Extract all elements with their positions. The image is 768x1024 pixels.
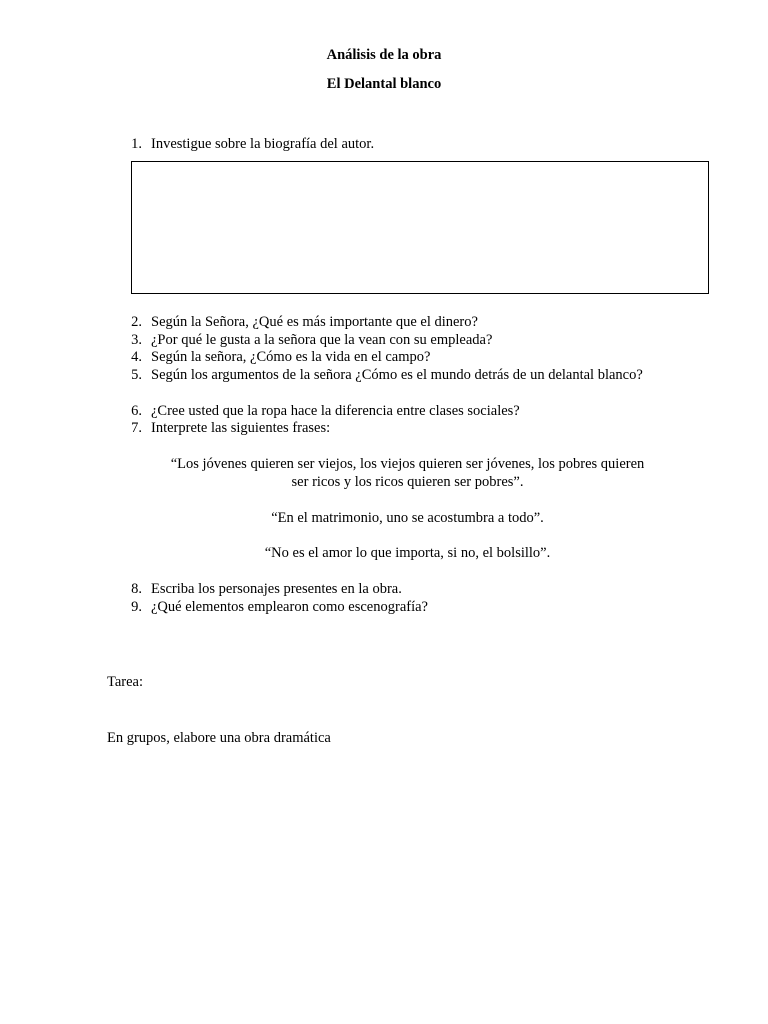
homework-label: Tarea:	[107, 674, 144, 690]
question-number: 3.	[131, 331, 142, 348]
homework-text: En grupos, elabore una obra dramática	[107, 730, 331, 746]
quote-3: “No es el amor lo que importa, si no, el bolsillo”.	[264, 545, 551, 561]
question-text: ¿Por qué le gusta a la señora que la vean con su empleada?	[151, 331, 493, 348]
question-number: 1.	[131, 136, 142, 152]
document-subtitle: El Delantal blanco	[326, 76, 442, 92]
document-title: Análisis de la obra	[326, 47, 442, 63]
question-number: 6.	[131, 402, 142, 419]
question-number: 5.	[131, 367, 142, 383]
question-number: 7.	[131, 420, 142, 436]
quote-1-line-1: “Los jóvenes quieren ser viejos, los viejos quieren ser jóvenes, los pobres quieren	[170, 456, 645, 472]
answer-box	[131, 161, 709, 294]
question-text: Escriba los personajes presentes en la obra.	[151, 581, 402, 597]
question-number: 8.	[131, 581, 142, 597]
question-text: ¿Cree usted que la ropa hace la diferencia entre clases sociales?	[151, 402, 520, 419]
question-number: 9.	[131, 599, 142, 615]
question-text: Investigue sobre la biografía del autor.	[151, 136, 375, 152]
quote-2: “En el matrimonio, uno se acostumbra a todo”.	[271, 510, 544, 526]
question-number: 2.	[131, 314, 142, 330]
quote-1-line-2: ser ricos y los ricos quieren ser pobres”.	[291, 474, 524, 490]
question-text: Según la Señora, ¿Qué es más importante que el dinero?	[151, 314, 478, 330]
question-text: Según los argumentos de la señora ¿Cómo es el mundo detrás de un delantal blanco?	[151, 367, 643, 383]
question-text: Interprete las siguientes frases:	[151, 420, 331, 436]
question-text: ¿Qué elementos emplearon como escenografía?	[151, 599, 428, 615]
question-text: Según la señora, ¿Cómo es la vida en el campo?	[151, 349, 431, 365]
question-number: 4.	[131, 349, 142, 365]
